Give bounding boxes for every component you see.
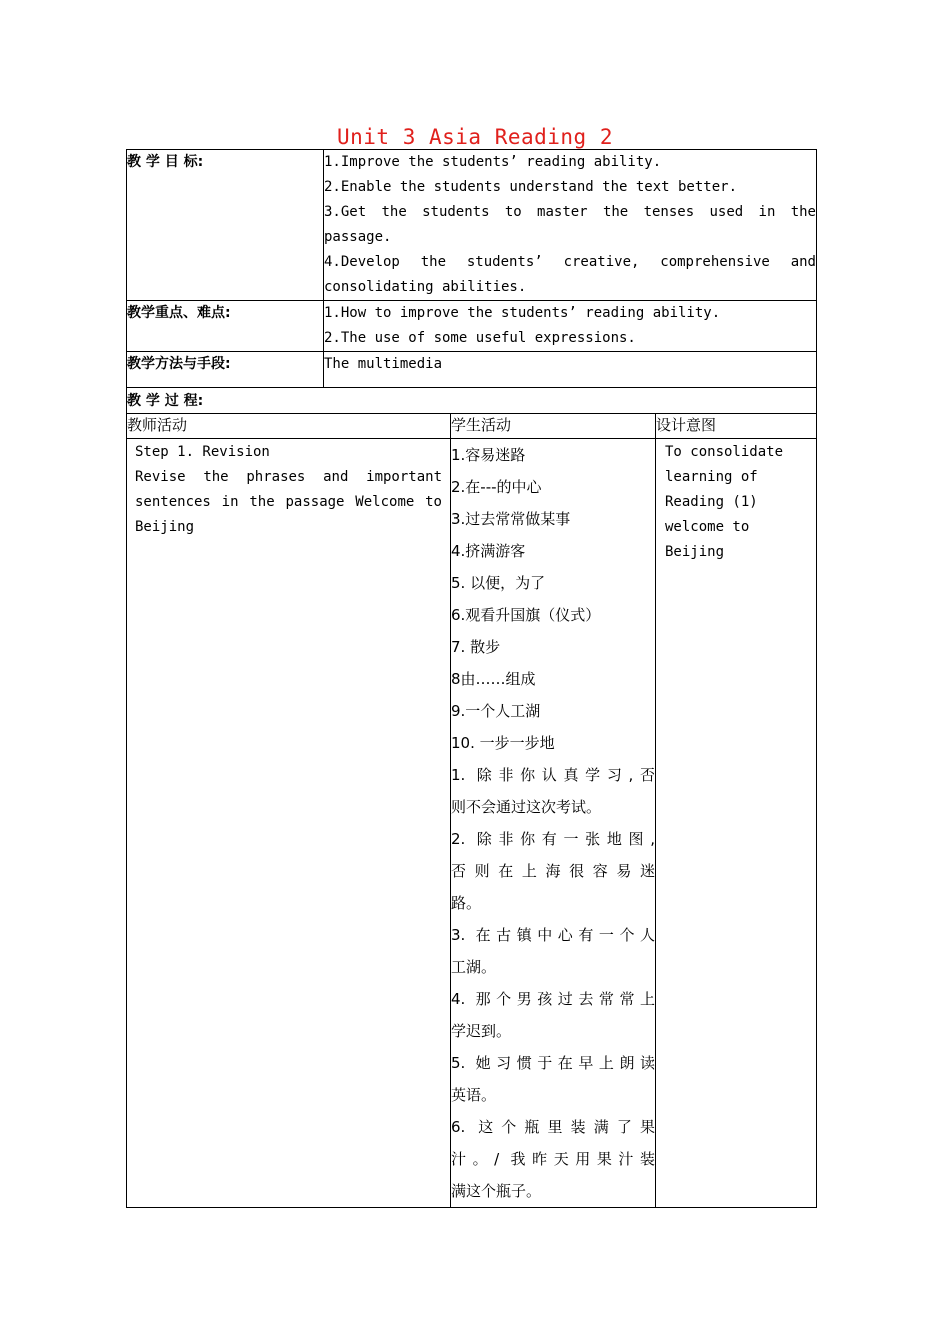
objectives-content [324,150,817,301]
sentence-line: 则不会通过这次考试。 [451,798,602,816]
sentence-line: 满这个瓶子。 [451,1182,542,1200]
objectives-label: 教 学 目 标: [127,150,324,301]
teacher-line: sentences in the passage Welcome to [135,494,442,510]
sentence-line: 否则在上海很容易迷 [451,862,655,880]
objective-line: consolidating abilities. [324,279,527,295]
phrase-item: 1.容易迷路 [451,446,526,464]
column-header-student: 学生活动 [451,414,656,439]
phrase-item: 5. 以便，为了 [451,574,546,592]
sentence-line: 5. 她习惯于在早上朗读 [451,1054,655,1072]
page-title: Unit 3 Asia Reading 2 [336,125,613,149]
sentence-line: 工湖。 [451,958,497,976]
key-points-label: 教学重点、难点: [127,301,324,352]
phrase-item: 8由……组成 [451,670,536,688]
objective-line: 3.Get the students to master the tenses used in the [324,204,816,220]
teacher-step: Step 1. Revision [135,444,270,460]
design-line: welcome to [665,519,750,535]
phrase-item: 4.挤满游客 [451,542,526,560]
methods-label: 教学方法与手段: [127,352,324,388]
column-header-teacher: 教师活动 [127,414,451,439]
key-points-row [127,301,817,352]
design-intent [656,439,817,1208]
teacher-activity [127,439,451,1208]
sentence-line: 汁。/ 我昨天用果汁装 [451,1150,655,1168]
objective-line: 2.Enable the students understand the text better. [324,179,738,195]
lesson-plan-table [126,149,817,1208]
sentence-line: 学迟到。 [451,1022,512,1040]
process-label: 教 学 过 程: [127,388,817,414]
phrase-item: 6.观看升国旗（仪式） [451,606,601,624]
column-header-design: 设计意图 [656,414,817,439]
sentence-line: 1. 除非你认真学习,否 [451,766,655,784]
phrase-item: 2.在---的中心 [451,478,542,496]
column-header-row [127,414,817,439]
objective-line: 4.Develop the students’ creative, comprehensive and [324,254,816,270]
student-activity [451,439,656,1208]
methods-value: The multimedia [324,352,817,388]
sentence-line: 4. 那个男孩过去常常上 [451,990,655,1008]
process-row [127,388,817,414]
key-point-line: 2.The use of some useful expressions. [324,330,636,346]
objective-line: passage. [324,229,392,245]
phrase-item: 3.过去常常做某事 [451,510,571,528]
sentence-line: 2. 除非你有一张地图, [451,830,655,848]
phrase-item: 9.一个人工湖 [451,702,541,720]
content-row [127,439,817,1208]
methods-row [127,352,817,388]
key-points-content [324,301,817,352]
design-line: To consolidate [665,444,784,460]
phrase-item: 7. 散步 [451,638,501,656]
phrase-item: 10. 一步一步地 [451,734,555,752]
sentence-line: 英语。 [451,1086,497,1104]
key-point-line: 1.How to improve the students’ reading ability. [324,305,721,321]
teacher-line: Beijing [135,519,195,535]
teacher-line: Revise the phrases and important [135,469,442,485]
sentence-line: 路。 [451,894,482,912]
sentence-line: 3. 在古镇中心有一个人 [451,926,655,944]
design-line: Reading (1) [665,494,758,510]
objectives-row [127,150,817,301]
design-line: Beijing [665,544,725,560]
sentence-line: 6. 这个瓶里装满了果 [451,1118,655,1136]
design-line: learning of [665,469,758,485]
objective-line: 1.Improve the students’ reading ability. [324,154,662,170]
